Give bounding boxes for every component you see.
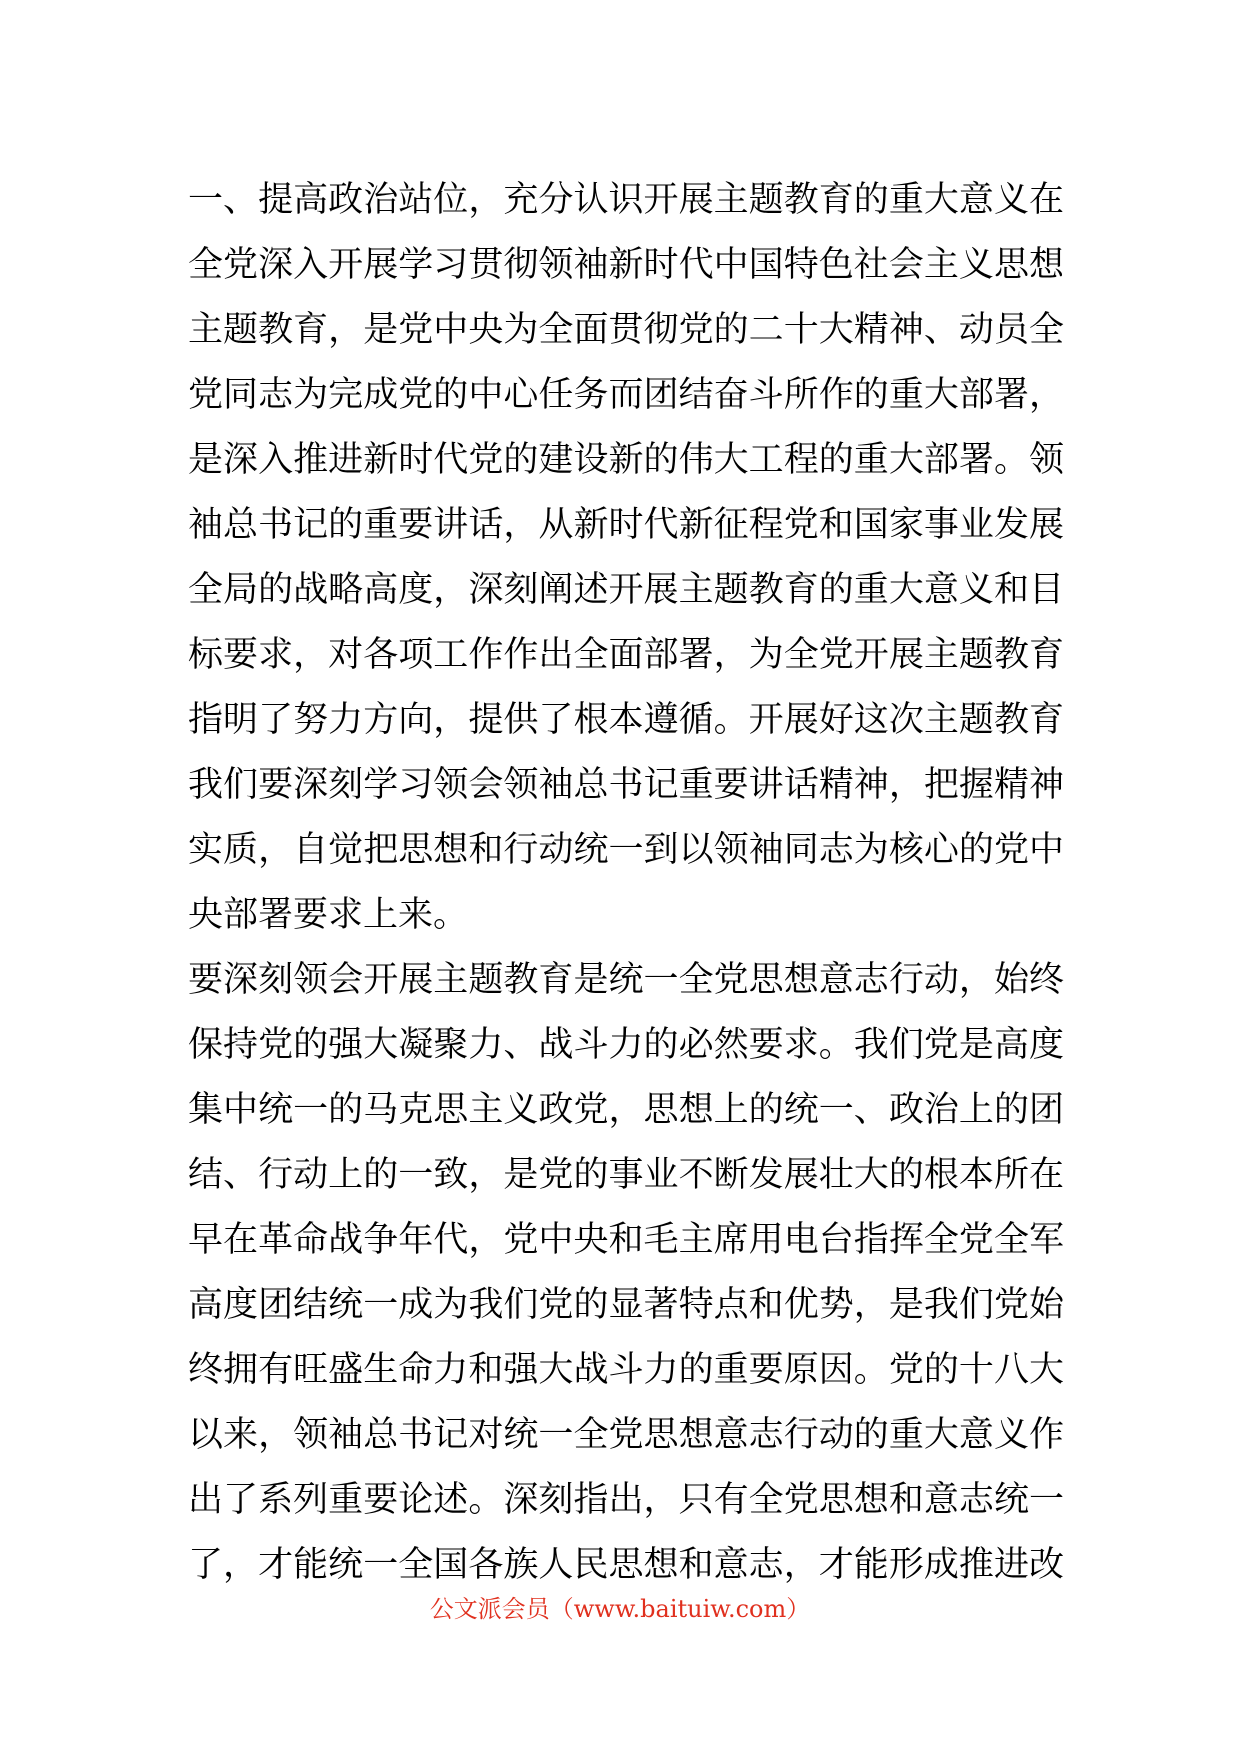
- text-line: 了，才能统一全国各族人民思想和意志，才能形成推进改: [188, 1545, 1064, 1585]
- text-line: 主题教育，是党中央为全面贯彻党的二十大精神、动员全: [188, 310, 1064, 350]
- text-line: 一、提高政治站位，充分认识开展主题教育的重大意义在: [188, 180, 1064, 220]
- text-line: 袖总书记的重要讲话，从新时代新征程党和国家事业发展: [188, 505, 1064, 545]
- body-text: [188, 168, 1064, 1598]
- text-line: 早在革命战争年代，党中央和毛主席用电台指挥全党全军: [188, 1220, 1064, 1260]
- text-line: 集中统一的马克思主义政党，思想上的统一、政治上的团: [188, 1090, 1064, 1130]
- text-line: 党同志为完成党的中心任务而团结奋斗所作的重大部署，: [188, 375, 1064, 415]
- text-line: 指明了努力方向，提供了根本遵循。开展好这次主题教育: [188, 700, 1064, 740]
- text-line: 要深刻领会开展主题教育是统一全党思想意志行动，始终: [188, 960, 1064, 1000]
- text-line: 终拥有旺盛生命力和强大战斗力的重要原因。党的十八大: [188, 1350, 1064, 1390]
- text-line: 高度团结统一成为我们党的显著特点和优势，是我们党始: [188, 1285, 1064, 1325]
- text-line: 标要求，对各项工作作出全面部署，为全党开展主题教育: [188, 635, 1064, 675]
- text-line: 以来，领袖总书记对统一全党思想意志行动的重大意义作: [188, 1415, 1064, 1455]
- text-line: 保持党的强大凝聚力、战斗力的必然要求。我们党是高度: [188, 1025, 1064, 1065]
- text-line: 实质，自觉把思想和行动统一到以领袖同志为核心的党中: [188, 830, 1064, 870]
- text-line: 是深入推进新时代党的建设新的伟大工程的重大部署。领: [188, 440, 1064, 480]
- text-line: 全党深入开展学习贯彻领袖新时代中国特色社会主义思想: [188, 245, 1064, 285]
- footer-watermark: 公文派会员（www.baituiw.com）: [429, 1595, 811, 1623]
- text-line: 我们要深刻学习领会领袖总书记重要讲话精神，把握精神: [188, 765, 1064, 805]
- text-line: 全局的战略高度，深刻阐述开展主题教育的重大意义和目: [188, 570, 1064, 610]
- text-line: 结、行动上的一致，是党的事业不断发展壮大的根本所在: [188, 1155, 1064, 1195]
- text-line: 央部署要求上来。: [188, 895, 469, 935]
- text-line: 出了系列重要论述。深刻指出，只有全党思想和意志统一: [188, 1480, 1064, 1520]
